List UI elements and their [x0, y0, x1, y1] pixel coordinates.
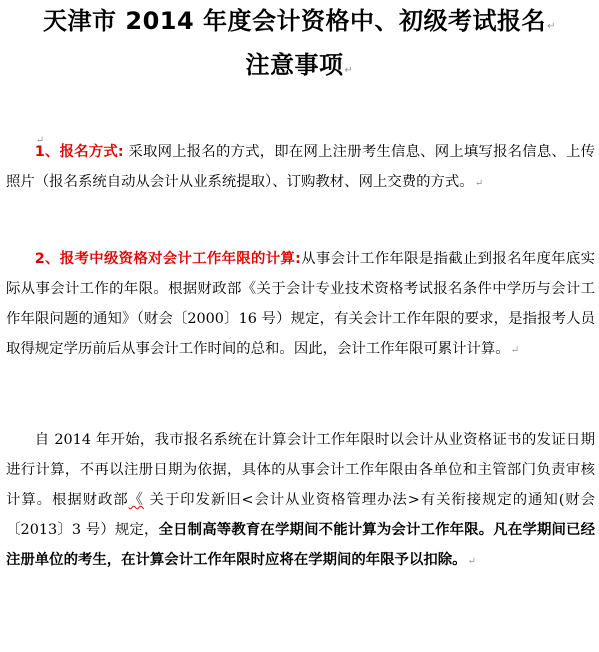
paragraph-mark-icon: ↵ [547, 21, 556, 32]
spellcheck-underlined-text: 《 [128, 492, 144, 508]
title-line-2-text: 注意事项 [245, 51, 344, 79]
section-work-years [6, 244, 595, 366]
title-line-1-text: 天津市 2014 年度会计资格中、初级考试报名 [43, 7, 547, 35]
section-body: 从事会计工作年限是指截止到报名年度年底实际从事会计工作的年限。根据财政部《关于会计专业技术资格考试报名条件中学历与会计工作年限问题的通知》（财会〔2000〕16 号）规定，有关会计工作年限的要求，是指报考人员取得规定学历前后从事会计工作时间的总和。因此，会计工作年限可累计计算。 [6, 251, 595, 357]
paragraph-text-a: 自 2014 年开始，我市报名系统在计算会计工作年限时以会计从业资格证书的发证日期进行计算，不再以注册日期为依据，具体的从事会计工作年限由各单位和主管部门负责审核计算。根据财政部 [6, 432, 595, 508]
paragraph-mark-icon: ↵ [510, 345, 520, 356]
bold-emphasis-text: 全日制高等教育在学期间不能计算为会计工作年限。凡在学期间已经注册单位的考生，在计算会计工作年限时应将在学期间的年限予以扣除。 [6, 522, 595, 568]
document-title-line-2 [0, 48, 599, 88]
section-heading: 2、报考中级资格对会计工作年限的计算: [34, 251, 301, 267]
paragraph-mark-icon: ↵ [35, 135, 45, 146]
paragraph-mark-icon: ↵ [344, 65, 354, 76]
section-body: 采取网上报名的方式，即在网上注册考生信息、网上填写报名信息、上传照片（报名系统自动从会计从业系统提取）、订购教材、网上交费的方式。 [6, 144, 595, 190]
section-registration-method [6, 137, 595, 199]
paragraph-mark-icon: ↵ [467, 556, 476, 567]
paragraph-2014-change [6, 425, 595, 577]
section-heading: 1、报名方式: [34, 144, 124, 160]
paragraph-mark-icon: ↵ [474, 178, 484, 189]
paragraph-text-b: 关于印发新旧<会计从业资格管理办法>有关衔接规定的通知(财会〔2013〕3 号）规定， [6, 492, 595, 538]
document-title-line-1 [0, 4, 599, 44]
